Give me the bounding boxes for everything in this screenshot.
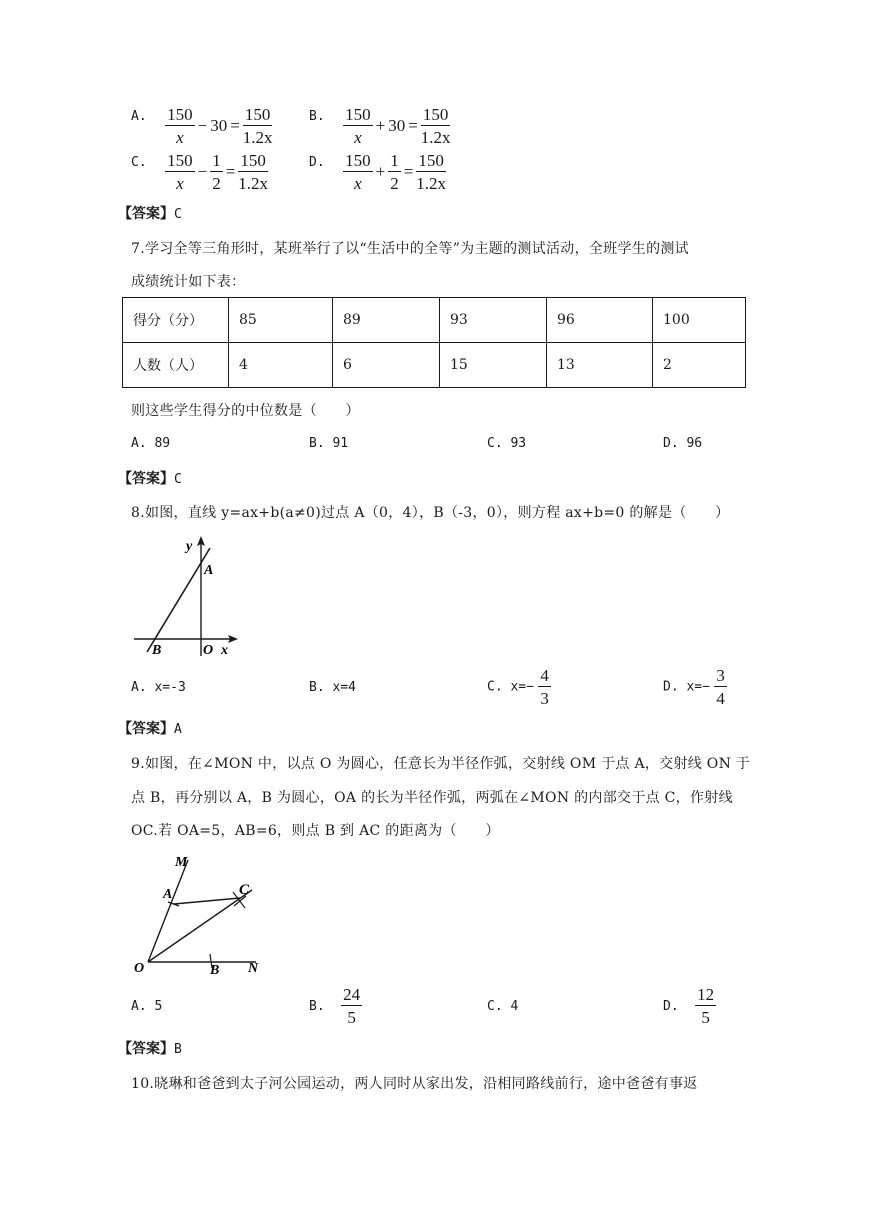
q7-option-b: B. 91	[309, 436, 349, 451]
table-cell: 96	[547, 298, 653, 343]
q7-option-d: D. 96	[663, 436, 703, 451]
q6-answer: 【答案】C	[118, 206, 182, 222]
figure-label: y	[186, 539, 193, 554]
q6-option-a: A. $\frac{150}{x}$ − 30 = $\frac{150}{1.2x}$	[131, 105, 273, 147]
figure-label: A	[204, 563, 214, 578]
q10-stem-line-1: 10.晓琳和爸爸到太子河公园运动，两人同时从家出发，沿相同路线前行，途中爸爸有事返	[131, 1076, 698, 1092]
q6-option-c: C. $\frac{150}{x}$ − $\frac{1}{2}$ = $\frac{150}{1.2x}$	[131, 151, 269, 193]
q8-option-b: B. x=4	[309, 680, 356, 695]
table-cell: 100	[653, 298, 746, 343]
q9-figure	[128, 848, 268, 980]
table-cell: 93	[440, 298, 547, 343]
q6-option-b: B. $\frac{150}{x}$ + 30 = $\frac{150}{1.2x}$	[309, 105, 451, 147]
figure-label: B	[152, 643, 162, 658]
table-cell: 85	[229, 298, 333, 343]
score-table	[122, 297, 746, 388]
q9-stem-line-2: 点 B，再分别以 A，B 为圆心，OA 的长为半径作弧，两弧在∠MON 的内部交于点 C，作射线	[131, 790, 733, 806]
q7-option-c: C. 93	[487, 436, 527, 451]
table-cell: 2	[653, 343, 746, 388]
figure-label: M	[175, 855, 188, 870]
q7-answer: 【答案】C	[118, 471, 182, 487]
table-cell: 4	[229, 343, 333, 388]
figure-label: B	[210, 963, 220, 978]
figure-label: N	[248, 961, 259, 976]
figure-label: O	[134, 961, 145, 976]
q9-answer: 【答案】B	[118, 1041, 182, 1057]
q7-question: 则这些学生得分的中位数是（ ）	[131, 403, 360, 419]
q8-option-c: C. x=− $\frac{4}{3}$	[487, 666, 549, 708]
table-cell: 得分（分）	[123, 298, 229, 343]
figure-label: x	[221, 643, 228, 658]
q9-option-d: D. $\frac{12}{5}$	[663, 985, 715, 1027]
q7-option-a: A. 89	[131, 436, 171, 451]
q7-stem-line-2: 成绩统计如下表：	[131, 274, 246, 290]
table-row	[123, 298, 746, 343]
q8-option-a: A. x=-3	[131, 680, 186, 695]
figure-label: O	[203, 643, 214, 658]
q9-stem-line-3: OC.若 OA=5，AB=6，则点 B 到 AC 的距离为（ ）	[131, 823, 500, 839]
q8-option-d: D. x=− $\frac{3}{4}$	[663, 666, 725, 708]
q8-answer: 【答案】A	[118, 721, 182, 737]
table-cell: 13	[547, 343, 653, 388]
q8-stem-line-1: 8.如图，直线 y=ax+b(a≠0)过点 A（0，4），B（-3，0），则方程 ax+b=0 的解是（ ）	[131, 505, 730, 521]
figure-label: A	[163, 887, 173, 902]
q8-figure	[128, 534, 244, 662]
table-cell: 89	[333, 298, 440, 343]
table-row	[123, 343, 746, 388]
table-cell: 人数（人）	[123, 343, 229, 388]
table-cell: 6	[333, 343, 440, 388]
q6-option-d: D. $\frac{150}{x}$ + $\frac{1}{2}$ = $\frac{150}{1.2x}$	[309, 151, 447, 193]
q7-stem-line-1: 7.学习全等三角形时，某班举行了以“生活中的全等”为主题的测试活动，全班学生的测试	[131, 241, 689, 257]
q9-option-a: A. 5	[131, 999, 163, 1014]
table-cell: 15	[440, 343, 547, 388]
figure-label: C	[239, 882, 250, 898]
q9-stem-line-1: 9.如图，在∠MON 中，以点 O 为圆心，任意长为半径作弧，交射线 OM 于点 A，交射线 ON 于	[131, 756, 751, 772]
q9-option-c: C. 4	[487, 999, 519, 1014]
q9-option-b: B. $\frac{24}{5}$	[309, 985, 361, 1027]
